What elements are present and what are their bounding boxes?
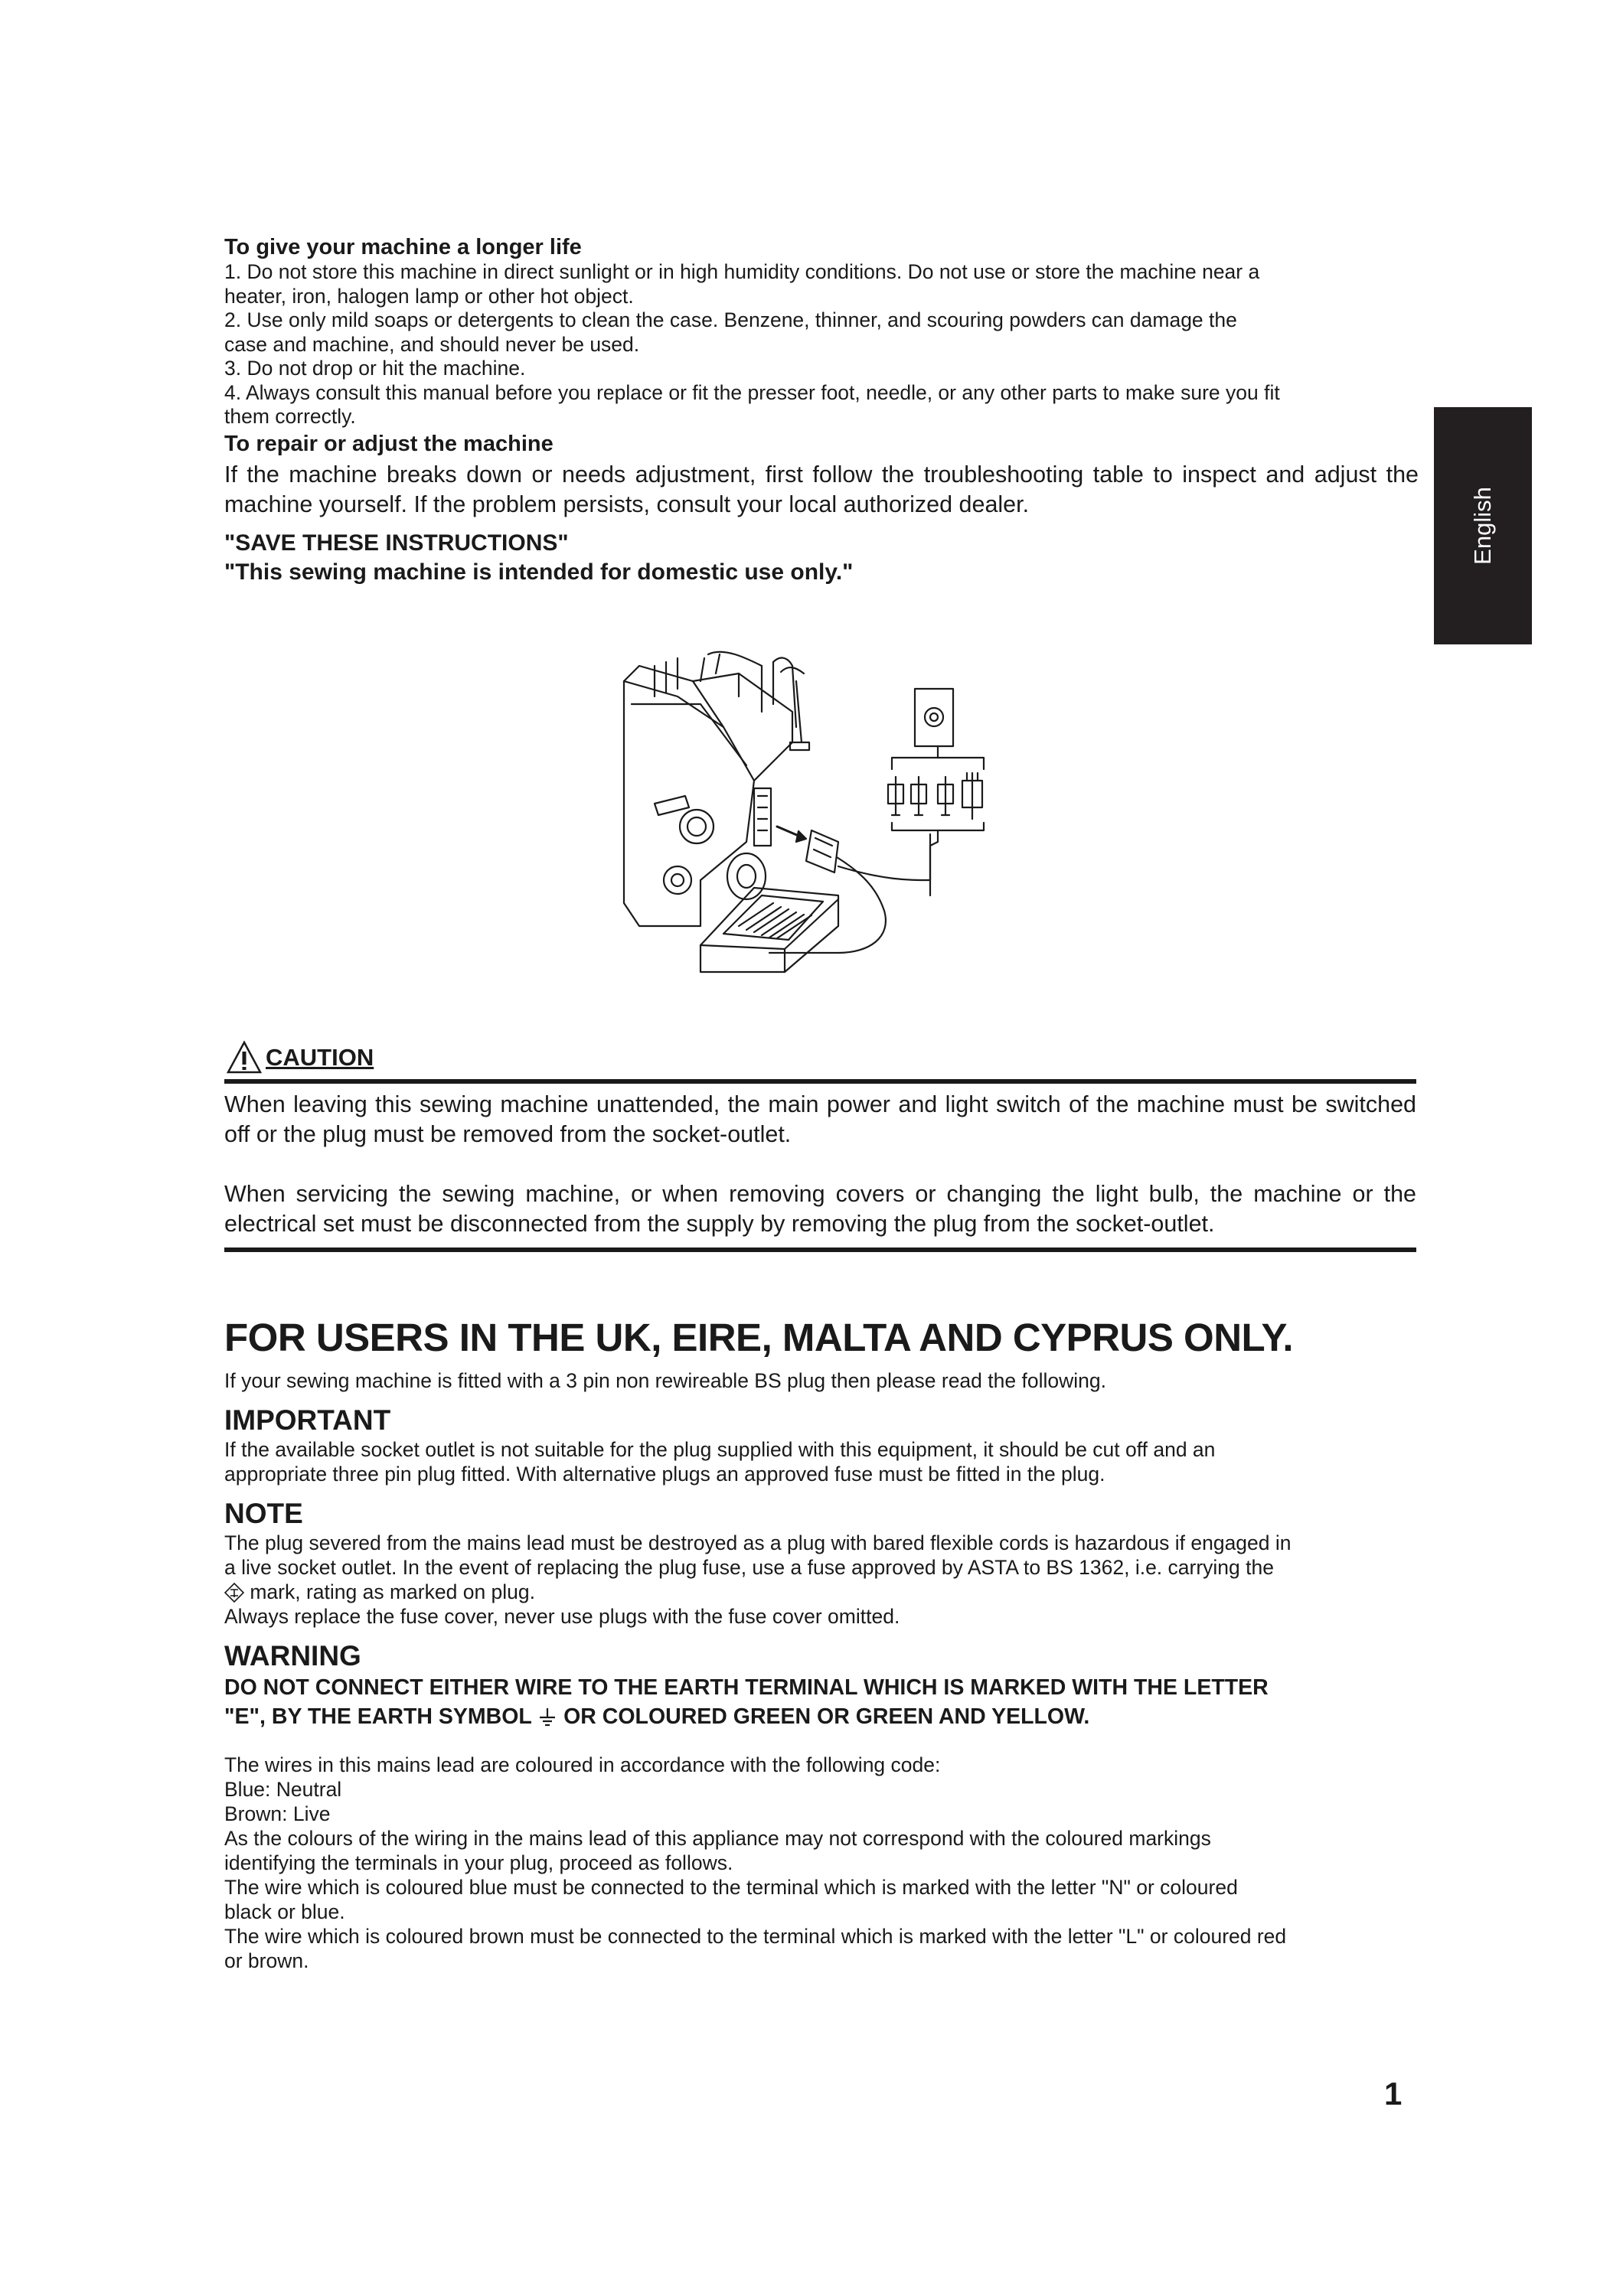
warning-line: DO NOT CONNECT EITHER WIRE TO THE EARTH TERMINAL WHICH IS MARKED WITH THE LETTER xyxy=(224,1675,1269,1700)
note-heading: NOTE xyxy=(224,1498,303,1529)
important-line: appropriate three pin plug fitted. With alternative plugs an approved fuse must be fitted in the plug. xyxy=(224,1463,1105,1486)
note-line: The plug severed from the mains lead must be destroyed as a plug with bared flexible cords is hazardous if engaged in xyxy=(224,1531,1292,1554)
important-line: If the available socket outlet is not suitable for the plug supplied with this equipment, it should be cut off and an xyxy=(224,1438,1216,1461)
important-heading: IMPORTANT xyxy=(224,1404,391,1436)
longer-life-line: 4. Always consult this manual before you replace or fit the presser foot, needle, or any other parts to make sure you fit xyxy=(224,380,1280,404)
warning-line-part: "E", BY THE EARTH SYMBOL xyxy=(224,1704,532,1729)
wire-code-line: Blue: Neutral xyxy=(224,1778,342,1801)
care-section xyxy=(224,234,1419,587)
caution-top-rule xyxy=(224,1079,1416,1084)
repair-text: If the machine breaks down or needs adjustment, first follow the troubleshooting table to inspect and adjust the machine yourself. If the problem persists, consult your local authorized dealer. xyxy=(224,461,1419,517)
wire-code-line: The wire which is coloured blue must be connected to the terminal which is marked with the letter "N" or coloured xyxy=(224,1876,1238,1899)
longer-life-line: 1. Do not store this machine in direct sunlight or in high humidity conditions. Do not use or store the machine near a xyxy=(224,260,1260,283)
caution-body xyxy=(224,1090,1416,1239)
longer-life-line: case and machine, and should never be used. xyxy=(224,332,640,356)
longer-life-line: 3. Do not drop or hit the machine. xyxy=(224,357,526,380)
wire-code-line: identifying the terminals in your plug, proceed as follows. xyxy=(224,1851,733,1874)
longer-life-line: heater, iron, halogen lamp or other hot object. xyxy=(224,284,634,308)
longer-life-line: them correctly. xyxy=(224,405,356,428)
page-number: 1 xyxy=(1384,2076,1403,2112)
wire-code-line: black or blue. xyxy=(224,1900,345,1923)
domestic-use-note: "This sewing machine is intended for domestic use only." xyxy=(224,559,854,585)
note-line: a live socket outlet. In the event of replacing the plug fuse, use a fuse approved by ASTA to BS 1362, i.e. carrying the xyxy=(224,1556,1274,1579)
longer-life-heading: To give your machine a longer life xyxy=(224,235,582,259)
warning-line-part: OR COLOURED GREEN OR GREEN AND YELLOW. xyxy=(563,1704,1090,1729)
uk-section xyxy=(224,1368,1426,1973)
language-tab xyxy=(1434,407,1532,644)
caution-bottom-rule xyxy=(224,1247,1416,1252)
language-tab-label: English xyxy=(1469,487,1496,565)
caution-label: CAUTION xyxy=(266,1044,374,1071)
repair-heading: To repair or adjust the machine xyxy=(224,431,554,456)
warning-triangle-icon xyxy=(226,1039,263,1076)
warning-heading: WARNING xyxy=(224,1640,361,1671)
caution-paragraph: When leaving this sewing machine unattended, the main power and light switch of the machine must be switched off or the plug must be removed from the socket-outlet. xyxy=(224,1091,1416,1147)
longer-life-line: 2. Use only mild soaps or detergents to clean the case. Benzene, thinner, and scouring powders can damage the xyxy=(224,308,1237,331)
caution-heading xyxy=(226,1039,374,1080)
note-mark-text: mark, rating as marked on plug. xyxy=(244,1580,536,1603)
note-line: Always replace the fuse cover, never use plugs with the fuse cover omitted. xyxy=(224,1605,900,1628)
wire-code-line: The wires in this mains lead are coloured in accordance with the following code: xyxy=(224,1753,941,1776)
uk-intro: If your sewing machine is fitted with a 3 pin non rewireable BS plug then please read the following. xyxy=(224,1369,1106,1392)
wire-code-line: Brown: Live xyxy=(224,1802,331,1825)
wire-code-line: The wire which is coloured brown must be connected to the terminal which is marked with the letter "L" or coloured red xyxy=(224,1925,1287,1948)
caution-paragraph: When servicing the sewing machine, or when removing covers or changing the light bulb, the machine or the electrical set must be disconnected from the supply by removing the plug from the socket-outlet. xyxy=(224,1181,1416,1237)
save-instructions: "SAVE THESE INSTRUCTIONS" xyxy=(224,530,569,556)
uk-section-title: FOR USERS IN THE UK, EIRE, MALTA AND CYPRUS ONLY. xyxy=(224,1316,1294,1359)
wire-code-line: As the colours of the wiring in the mains lead of this appliance may not correspond with the coloured markings xyxy=(224,1827,1211,1850)
machine-foot-controller-illustration xyxy=(609,651,1022,987)
warning-line xyxy=(224,1702,1426,1731)
wire-code-line: or brown. xyxy=(224,1949,309,1972)
bsi-kitemark-icon xyxy=(224,1583,244,1603)
earth-symbol-icon xyxy=(537,1707,557,1728)
note-mark-line xyxy=(224,1580,1426,1604)
